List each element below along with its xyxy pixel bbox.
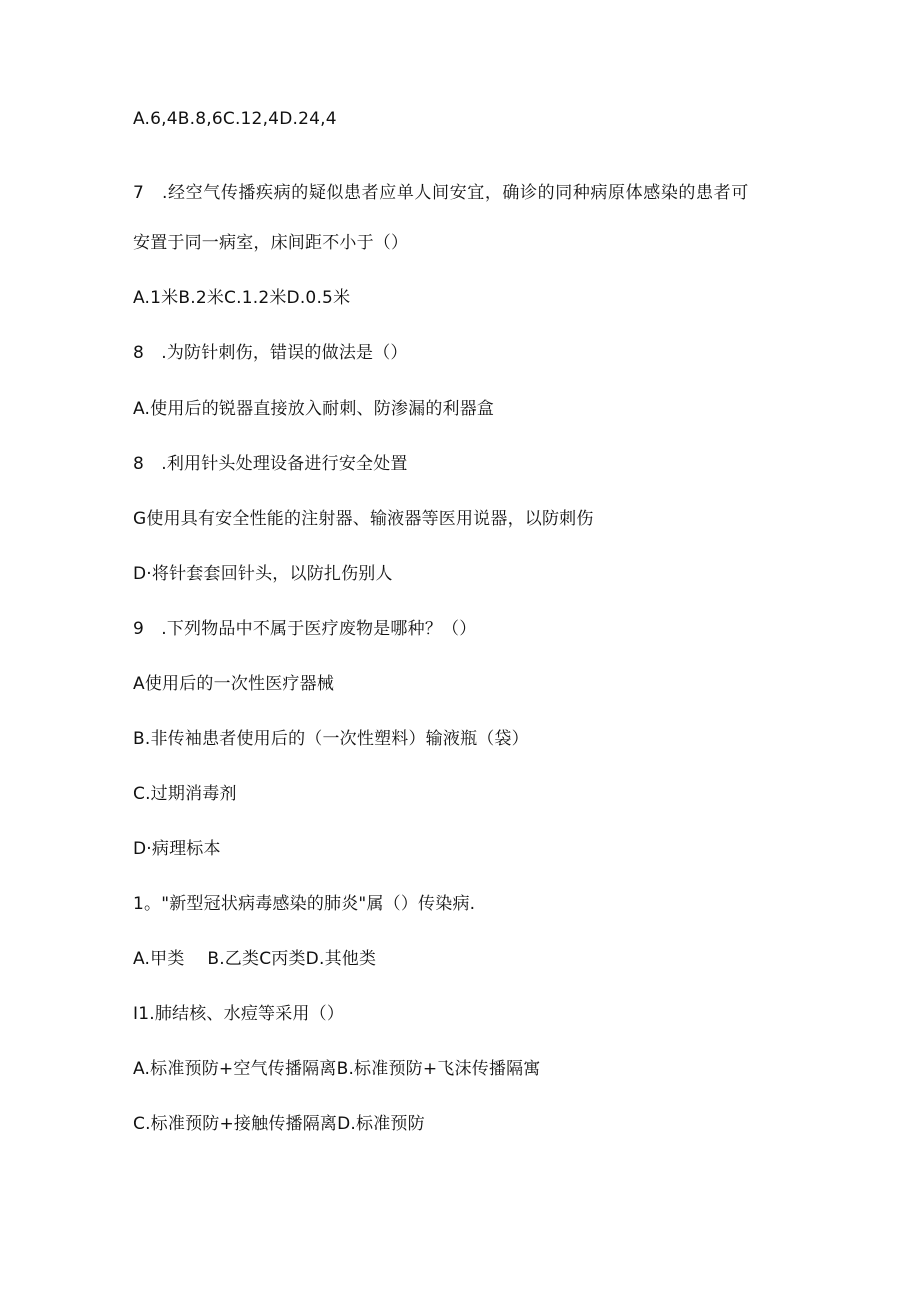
option-9b: B.非传袖患者使用后的（一次性塑料）输液瓶（袋） <box>133 729 529 749</box>
option-8d: D·将针套套回针头，以防扎伤别人 <box>133 564 393 584</box>
question-7-line-2: 安置于同一病室，床间距不小于（） <box>133 233 409 253</box>
question-11: I1.肺结核、水痘等采用（） <box>133 1004 345 1024</box>
option-8c: G使用具有安全性能的注射器、输液器等医用说器，以防刺伤 <box>133 509 594 529</box>
option-9a: A使用后的一次性医疗器械 <box>133 674 335 694</box>
option-9c: C.过期消毒剂 <box>133 784 237 804</box>
option-8a: A.使用后的锐器直接放入耐刺、防渗漏的利器盒 <box>133 399 495 419</box>
question-7-line-1: 7 .经空气传播疾病的疑似患者应单人间安宜，确诊的同种病原体感染的患者可 <box>133 183 749 203</box>
answer-options-q7: A.1米B.2米C.1.2米D.0.5米 <box>133 288 351 308</box>
option-9d: D·病理标本 <box>133 839 221 859</box>
answer-options-q6: A.6,4B.8,6C.12,4D.24,4 <box>133 109 337 129</box>
answer-options-q11-ab: A.标准预防+空气传播隔离B.标准预防+飞沫传播隔寓 <box>133 1059 541 1079</box>
question-10: 1。"新型冠状病毒感染的肺炎"属（）传染病. <box>133 894 476 914</box>
answer-options-q10: A.甲类 B.乙类C丙类D.其他类 <box>133 949 377 969</box>
option-8b: 8 .利用针头处理设备进行安全处置 <box>133 454 408 474</box>
question-8: 8 .为防针刺伤，错误的做法是（） <box>133 343 408 363</box>
question-9: 9 .下列物品中不属于医疗废物是哪种？（） <box>133 619 477 639</box>
answer-options-q11-cd: C.标准预防+接触传播隔离D.标准预防 <box>133 1114 425 1134</box>
